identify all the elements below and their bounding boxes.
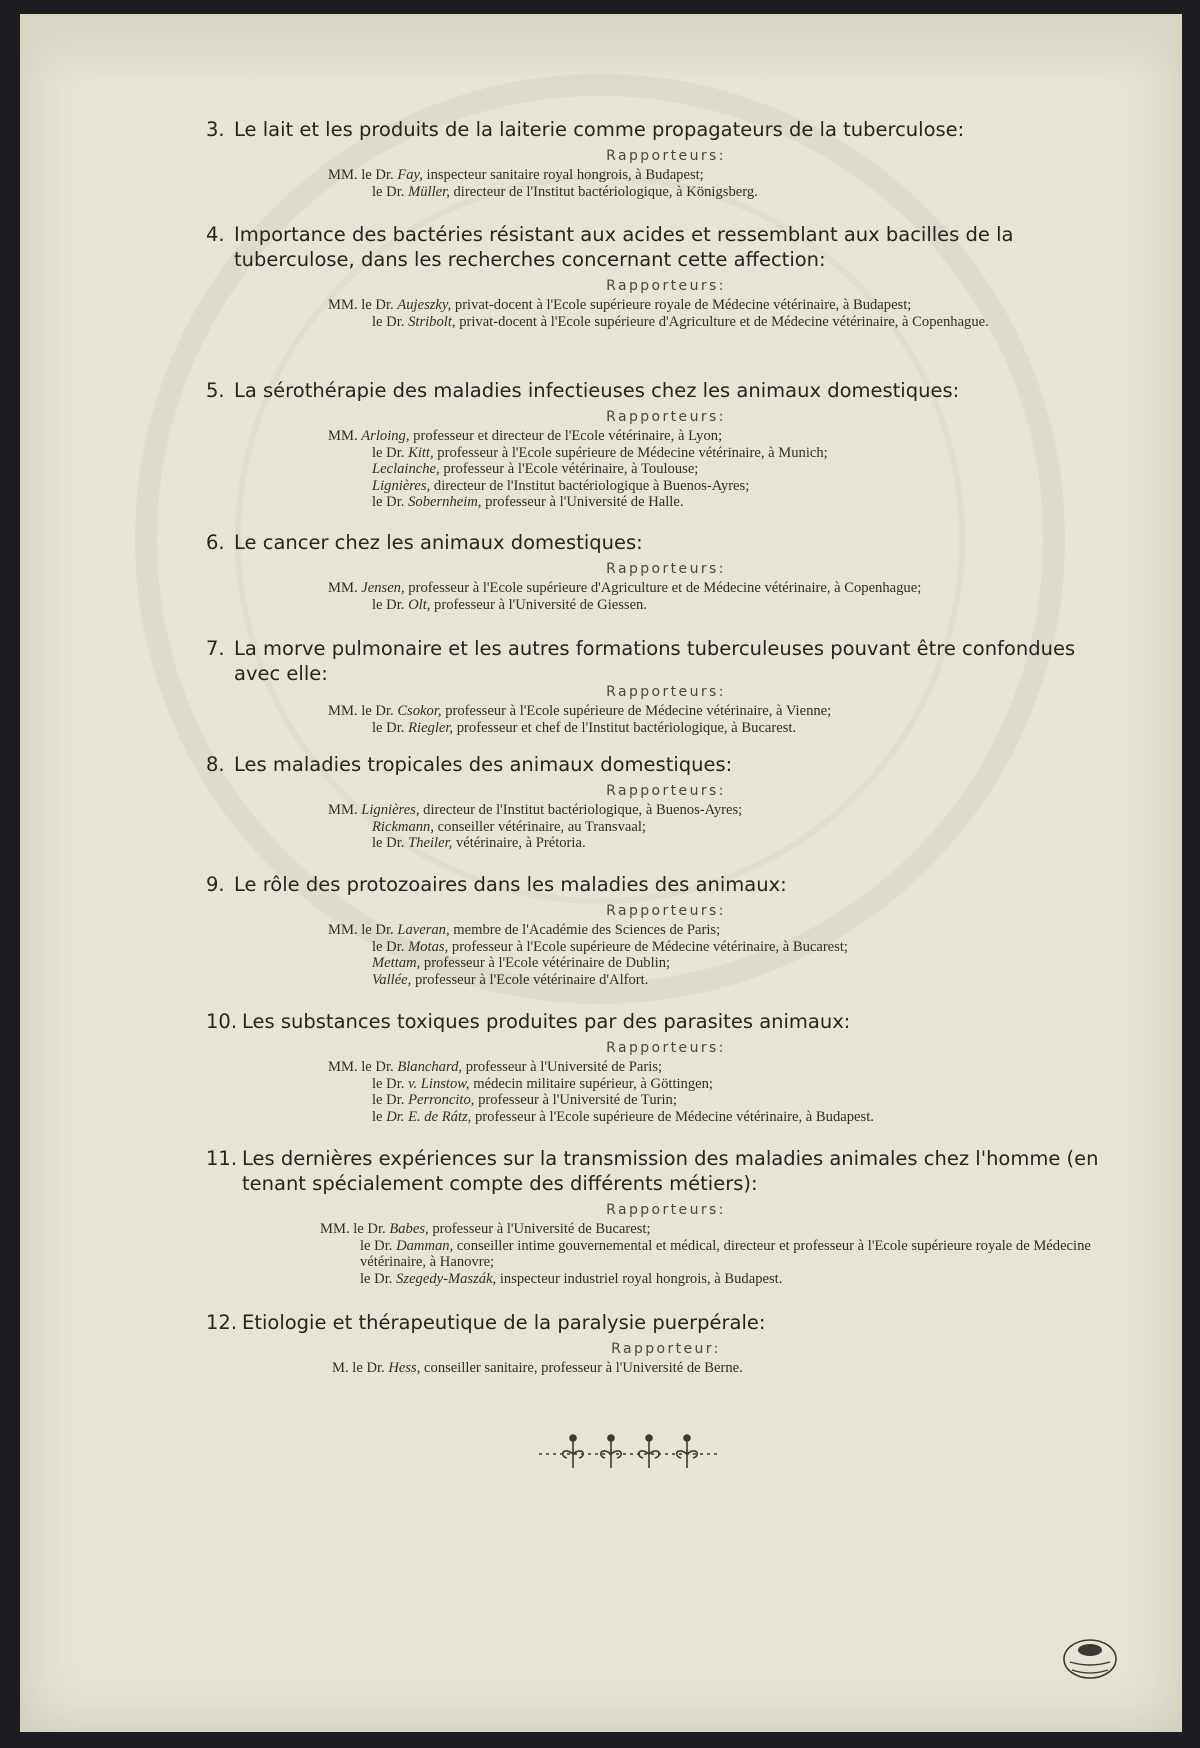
rapporteur-line: le Dr. E. de Rátz, professeur à l'Ecole supérieure de Médecine vétérinaire, à Budapest. [372,1108,874,1125]
section-heading [206,222,1126,272]
rapporteurs-label: Rapporteurs: [606,783,726,799]
section-item-12 [206,1310,1126,1377]
rapporteur-line: MM. le Dr. Csokor, professeur à l'Ecole supérieure de Médecine vétérinaire, à Vienne; [328,703,832,719]
section-number: 4. [206,223,225,246]
section-title: Les maladies tropicales des animaux domestiques: [234,753,733,776]
section-item-11 [206,1146,1126,1287]
section-heading [206,752,1126,777]
section-title: La sérothérapie des maladies infectieuses chez les animaux domestiques: [234,379,960,402]
section-item-8 [206,752,1126,852]
section-title: Le cancer chez les animaux domestiques: [234,531,643,554]
document-content [20,14,1182,1732]
rapporteur-line: Rickmann, conseiller vétérinaire, au Transvaal; [372,818,646,835]
rapporteur-line: Vallée, professeur à l'Ecole vétérinaire d'Alfort. [372,971,649,988]
rapporteurs-label: Rapporteurs: [606,1202,726,1218]
rapporteur-line: le Dr. Riegler, professeur et chef de l'Institut bactériologique, à Bucarest. [372,719,797,736]
section-number: 3. [206,118,225,141]
section-number: 11. [206,1147,238,1170]
rapporteur-line: le Dr. Sobernheim, professeur à l'Université de Halle. [372,494,684,510]
printer-mark-icon [1060,1636,1120,1682]
section-heading [206,378,1126,403]
section-title: La morve pulmonaire et les autres formations tuberculeuses pouvant être confondues avec elle: [234,637,1076,685]
rapporteur-line: Lignières, directeur de l'Institut bactériologique à Buenos-Ayres; [372,477,750,494]
section-item-3 [206,117,1126,200]
rapporteurs-label: Rapporteurs: [606,1040,726,1056]
section-number: 9. [206,873,225,896]
section-item-6 [206,530,1126,613]
rapporteur-line: le Dr. v. Linstow, médecin militaire supérieur, à Göttingen; [372,1075,713,1092]
section-title: Etiologie et thérapeutique de la paralysie puerpérale: [242,1311,766,1334]
rapporteur-line: le Dr. Stribolt, privat-docent à l'Ecole supérieure d'Agriculture et de Médecine vétérinaire, à Copenhague. [372,313,989,330]
section-number: 8. [206,753,225,776]
rapporteur-line: le Dr. Müller, directeur de l'Institut bactériologique, à Königsberg. [372,183,758,200]
section-item-10 [206,1009,1126,1125]
rapporteur-line: MM. Lignières, directeur de l'Institut bactériologique, à Buenos-Ayres; [328,802,743,818]
rapporteur-line: MM. le Dr. Aujeszky, privat-docent à l'Ecole supérieure royale de Médecine vétérinaire, à Budapest; [328,297,912,313]
rapporteur-line: M. le Dr. Hess, conseiller sanitaire, professeur à l'Université de Berne. [332,1360,743,1376]
rapporteurs-label: Rapporteurs: [606,561,726,577]
section-title: Les dernières expériences sur la transmission des maladies animales chez l'homme (en tenant spécialement compte des différents métiers): [242,1147,1099,1195]
section-heading [206,1009,1126,1034]
section-heading [206,1310,1126,1335]
rapporteurs-label: Rapporteurs: [606,903,726,919]
section-number: 6. [206,531,225,554]
rapporteur-line: le Dr. Theiler, vétérinaire, à Prétoria. [372,835,586,851]
rapporteurs-label: Rapporteurs: [606,409,726,425]
section-number: 5. [206,379,225,402]
section-title: Importance des bactéries résistant aux acides et ressemblant aux bacilles de la tuberculose, dans les recherches concernant cette affection: [234,223,1014,271]
section-title: Le lait et les produits de la laiterie comme propagateurs de la tuberculose: [234,118,965,141]
rapporteurs-label: Rapporteurs: [606,148,726,164]
rapporteur-line: le Dr. Motas, professeur à l'Ecole supérieure de Médecine vétérinaire, à Bucarest; [372,938,848,955]
rapporteur-line: le Dr. Perroncito, professeur à l'Université de Turin; [372,1092,677,1108]
section-item-7 [206,636,1126,736]
rapporteur-line: MM. le Dr. Babes, professeur à l'Université de Bucarest; [320,1221,651,1237]
section-heading [206,636,1126,686]
rapporteur-line: MM. Jensen, professeur à l'Ecole supérieure d'Agriculture et de Médecine vétérinaire, à Copenhague; [328,580,922,596]
section-title: Le rôle des protozoaires dans les maladies des animaux: [234,873,787,896]
rapporteur-line: le Dr. Kitt, professeur à l'Ecole supérieure de Médecine vétérinaire, à Munich; [372,444,828,461]
rapporteur-line: MM. Arloing, professeur et directeur de l'Ecole vétérinaire, à Lyon; [328,428,723,444]
section-number: 10. [206,1010,238,1033]
rapporteurs-label: Rapporteurs: [606,278,726,294]
rapporteur-line: le Dr. Szegedy-Maszák, inspecteur industriel royal hongrois, à Budapest. [360,1270,783,1287]
section-heading [206,117,1126,142]
section-title: Les substances toxiques produites par des parasites animaux: [242,1010,851,1033]
rapporteur-line: le Dr. Damman, conseiller intime gouvernemental et médical, directeur et professeur à l'Ecole supérieure royale de Médecine vétérinaire, à Hanovre; [360,1237,1091,1270]
section-heading [206,872,1126,897]
floral-ornament-icon [535,1432,725,1472]
rapporteur-line: MM. le Dr. Fay, inspecteur sanitaire royal hongrois, à Budapest; [328,167,704,183]
rapporteur-line: le Dr. Olt, professeur à l'Université de Giessen. [372,596,648,613]
rapporteurs-label: Rapporteur: [611,1341,721,1357]
section-item-4 [206,222,1126,330]
rapporteur-line: MM. le Dr. Blanchard, professeur à l'Université de Paris; [328,1059,663,1075]
rapporteurs-label: Rapporteurs: [606,684,726,700]
section-heading [206,1146,1126,1196]
rapporteur-line: Leclainche, professeur à l'Ecole vétérinaire, à Toulouse; [372,461,699,477]
section-number: 12. [206,1311,238,1334]
rapporteur-line: Mettam, professeur à l'Ecole vétérinaire de Dublin; [372,955,671,971]
document-page [20,14,1182,1732]
section-item-9 [206,872,1126,988]
section-item-5 [206,378,1126,511]
section-heading [206,530,1126,555]
section-number: 7. [206,637,225,660]
rapporteur-line: MM. le Dr. Laveran, membre de l'Académie des Sciences de Paris; [328,922,721,938]
